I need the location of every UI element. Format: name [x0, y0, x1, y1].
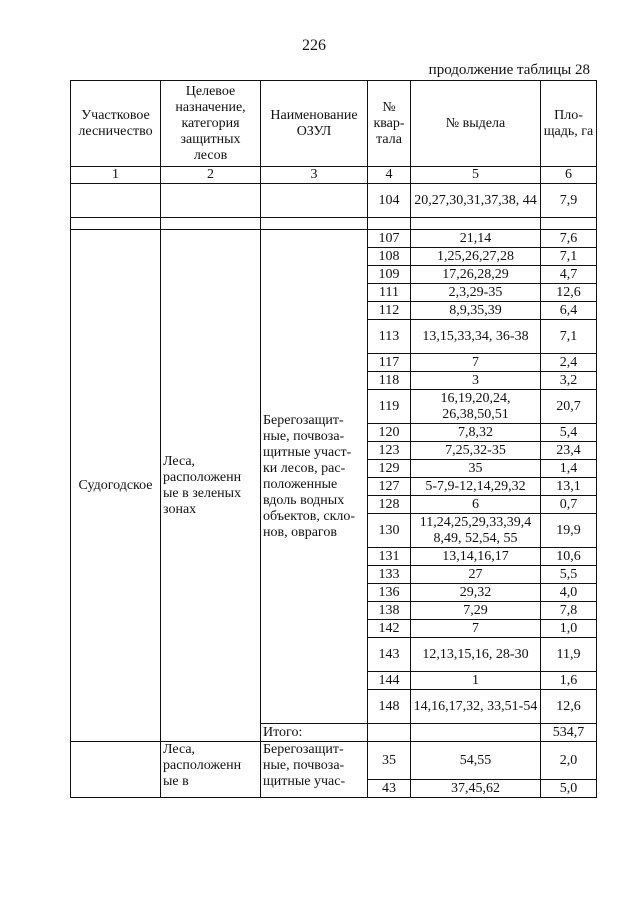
column-number: 4: [368, 167, 411, 184]
table-continuation-label: продолжение таблицы 28: [428, 62, 590, 78]
area-cell: 4,0: [541, 584, 597, 602]
quarter-cell: 133: [368, 566, 411, 584]
empty-cell: [261, 184, 368, 218]
area-cell: 10,6: [541, 548, 597, 566]
area-cell: 5,5: [541, 566, 597, 584]
parcels-cell: 54,55: [411, 742, 541, 780]
parcels-cell: 27: [411, 566, 541, 584]
forestry-cell: Судогодское: [71, 230, 161, 742]
parcels-cell: 11,24,25,29,33,39,4 8,49, 52,54, 55: [411, 514, 541, 548]
parcels-cell: 2,3,29-35: [411, 284, 541, 302]
category-cell: Леса, расположенн ые в: [161, 742, 261, 798]
ozul-cell: Берегозащит-ные, почвоза-щитные учас-: [261, 742, 368, 798]
spacer-cell: [411, 218, 541, 230]
area-cell: 12,6: [541, 690, 597, 724]
quarter-cell: 109: [368, 266, 411, 284]
table-row: [71, 184, 597, 218]
quarter-cell: 43: [368, 780, 411, 798]
parcels-cell: 3: [411, 372, 541, 390]
quarter-cell: 148: [368, 690, 411, 724]
quarter-cell: 111: [368, 284, 411, 302]
parcels-cell: 35: [411, 460, 541, 478]
parcels-cell: 14,16,17,32, 33,51-54: [411, 690, 541, 724]
area-cell: 1,0: [541, 620, 597, 638]
area-cell: 7,1: [541, 248, 597, 266]
total-area: 534,7: [541, 724, 597, 742]
spacer-cell: [161, 218, 261, 230]
total-label: Итого:: [261, 724, 368, 742]
area-cell: 4,7: [541, 266, 597, 284]
parcels-cell: 16,19,20,24, 26,38,50,51: [411, 390, 541, 424]
header-category: Целевое назначение, категория защитных лесов: [161, 81, 261, 167]
quarter-cell: 128: [368, 496, 411, 514]
quarter-cell: 123: [368, 442, 411, 460]
quarter-cell: 107: [368, 230, 411, 248]
area-cell: 19,9: [541, 514, 597, 548]
quarter-cell: 127: [368, 478, 411, 496]
area-cell: 5,0: [541, 780, 597, 798]
area-cell: 1,4: [541, 460, 597, 478]
parcels-cell: 1,25,26,27,28: [411, 248, 541, 266]
quarter-cell: 120: [368, 424, 411, 442]
area-cell: 7,9: [541, 184, 597, 218]
quarter-cell: 143: [368, 638, 411, 672]
area-cell: 7,8: [541, 602, 597, 620]
empty-cell: [161, 184, 261, 218]
empty-cell: [411, 724, 541, 742]
parcels-cell: 7: [411, 620, 541, 638]
header-row: [71, 81, 597, 167]
page-number: 226: [302, 37, 326, 54]
quarter-cell: 108: [368, 248, 411, 266]
column-number-row: [71, 167, 597, 184]
quarter-cell: 131: [368, 548, 411, 566]
parcels-cell: 12,13,15,16, 28-30: [411, 638, 541, 672]
area-cell: 2,4: [541, 354, 597, 372]
area-cell: 20,7: [541, 390, 597, 424]
area-cell: 7,6: [541, 230, 597, 248]
quarter-cell: 119: [368, 390, 411, 424]
quarter-cell: 112: [368, 302, 411, 320]
quarter-cell: 113: [368, 320, 411, 354]
area-cell: 11,9: [541, 638, 597, 672]
area-cell: 12,6: [541, 284, 597, 302]
parcels-cell: 37,45,62: [411, 780, 541, 798]
spacer-row: [71, 218, 597, 230]
parcels-cell: 29,32: [411, 584, 541, 602]
quarter-cell: 144: [368, 672, 411, 690]
area-cell: 1,6: [541, 672, 597, 690]
quarter-cell: 136: [368, 584, 411, 602]
spacer-cell: [261, 218, 368, 230]
empty-cell: [368, 724, 411, 742]
column-number: 3: [261, 167, 368, 184]
parcels-cell: 21,14: [411, 230, 541, 248]
column-number: 1: [71, 167, 161, 184]
empty-cell: [71, 184, 161, 218]
parcels-cell: 1: [411, 672, 541, 690]
column-number: 2: [161, 167, 261, 184]
area-cell: 13,1: [541, 478, 597, 496]
header-parcels: № выдела: [411, 81, 541, 167]
quarter-cell: 104: [368, 184, 411, 218]
header-ozul: Наименование ОЗУЛ: [261, 81, 368, 167]
parcels-cell: 6: [411, 496, 541, 514]
quarter-cell: 138: [368, 602, 411, 620]
spacer-cell: [71, 218, 161, 230]
parcels-cell: 13,15,33,34, 36-38: [411, 320, 541, 354]
area-cell: 3,2: [541, 372, 597, 390]
header-area: Пло-щадь, га: [541, 81, 597, 167]
quarter-cell: 117: [368, 354, 411, 372]
area-cell: 0,7: [541, 496, 597, 514]
parcels-cell: 20,27,30,31,37,38, 44: [411, 184, 541, 218]
parcels-cell: 7,29: [411, 602, 541, 620]
category-cell: Леса, расположенн ые в зеленых зонах: [161, 230, 261, 742]
area-cell: 5,4: [541, 424, 597, 442]
area-cell: 2,0: [541, 742, 597, 780]
parcels-cell: 7,25,32-35: [411, 442, 541, 460]
table-row: [71, 230, 597, 248]
quarter-cell: 35: [368, 742, 411, 780]
header-quarter: № квар-тала: [368, 81, 411, 167]
quarter-cell: 130: [368, 514, 411, 548]
forest-table: [70, 80, 597, 798]
column-number: 6: [541, 167, 597, 184]
parcels-cell: 17,26,28,29: [411, 266, 541, 284]
area-cell: 23,4: [541, 442, 597, 460]
parcels-cell: 5-7,9-12,14,29,32: [411, 478, 541, 496]
area-cell: 6,4: [541, 302, 597, 320]
parcels-cell: 7,8,32: [411, 424, 541, 442]
table-row: [71, 742, 597, 780]
quarter-cell: 129: [368, 460, 411, 478]
spacer-cell: [541, 218, 597, 230]
column-number: 5: [411, 167, 541, 184]
area-cell: 7,1: [541, 320, 597, 354]
parcels-cell: 13,14,16,17: [411, 548, 541, 566]
quarter-cell: 118: [368, 372, 411, 390]
quarter-cell: 142: [368, 620, 411, 638]
parcels-cell: 8,9,35,39: [411, 302, 541, 320]
parcels-cell: 7: [411, 354, 541, 372]
spacer-cell: [368, 218, 411, 230]
header-forestry: Участковое лесничество: [71, 81, 161, 167]
empty-cell: [71, 742, 161, 798]
ozul-cell: Берегозащит-ные, почвоза-щитные участ-ки лесов, рас-положенные вдоль водных объектов, скло-нов, оврагов: [261, 230, 368, 724]
